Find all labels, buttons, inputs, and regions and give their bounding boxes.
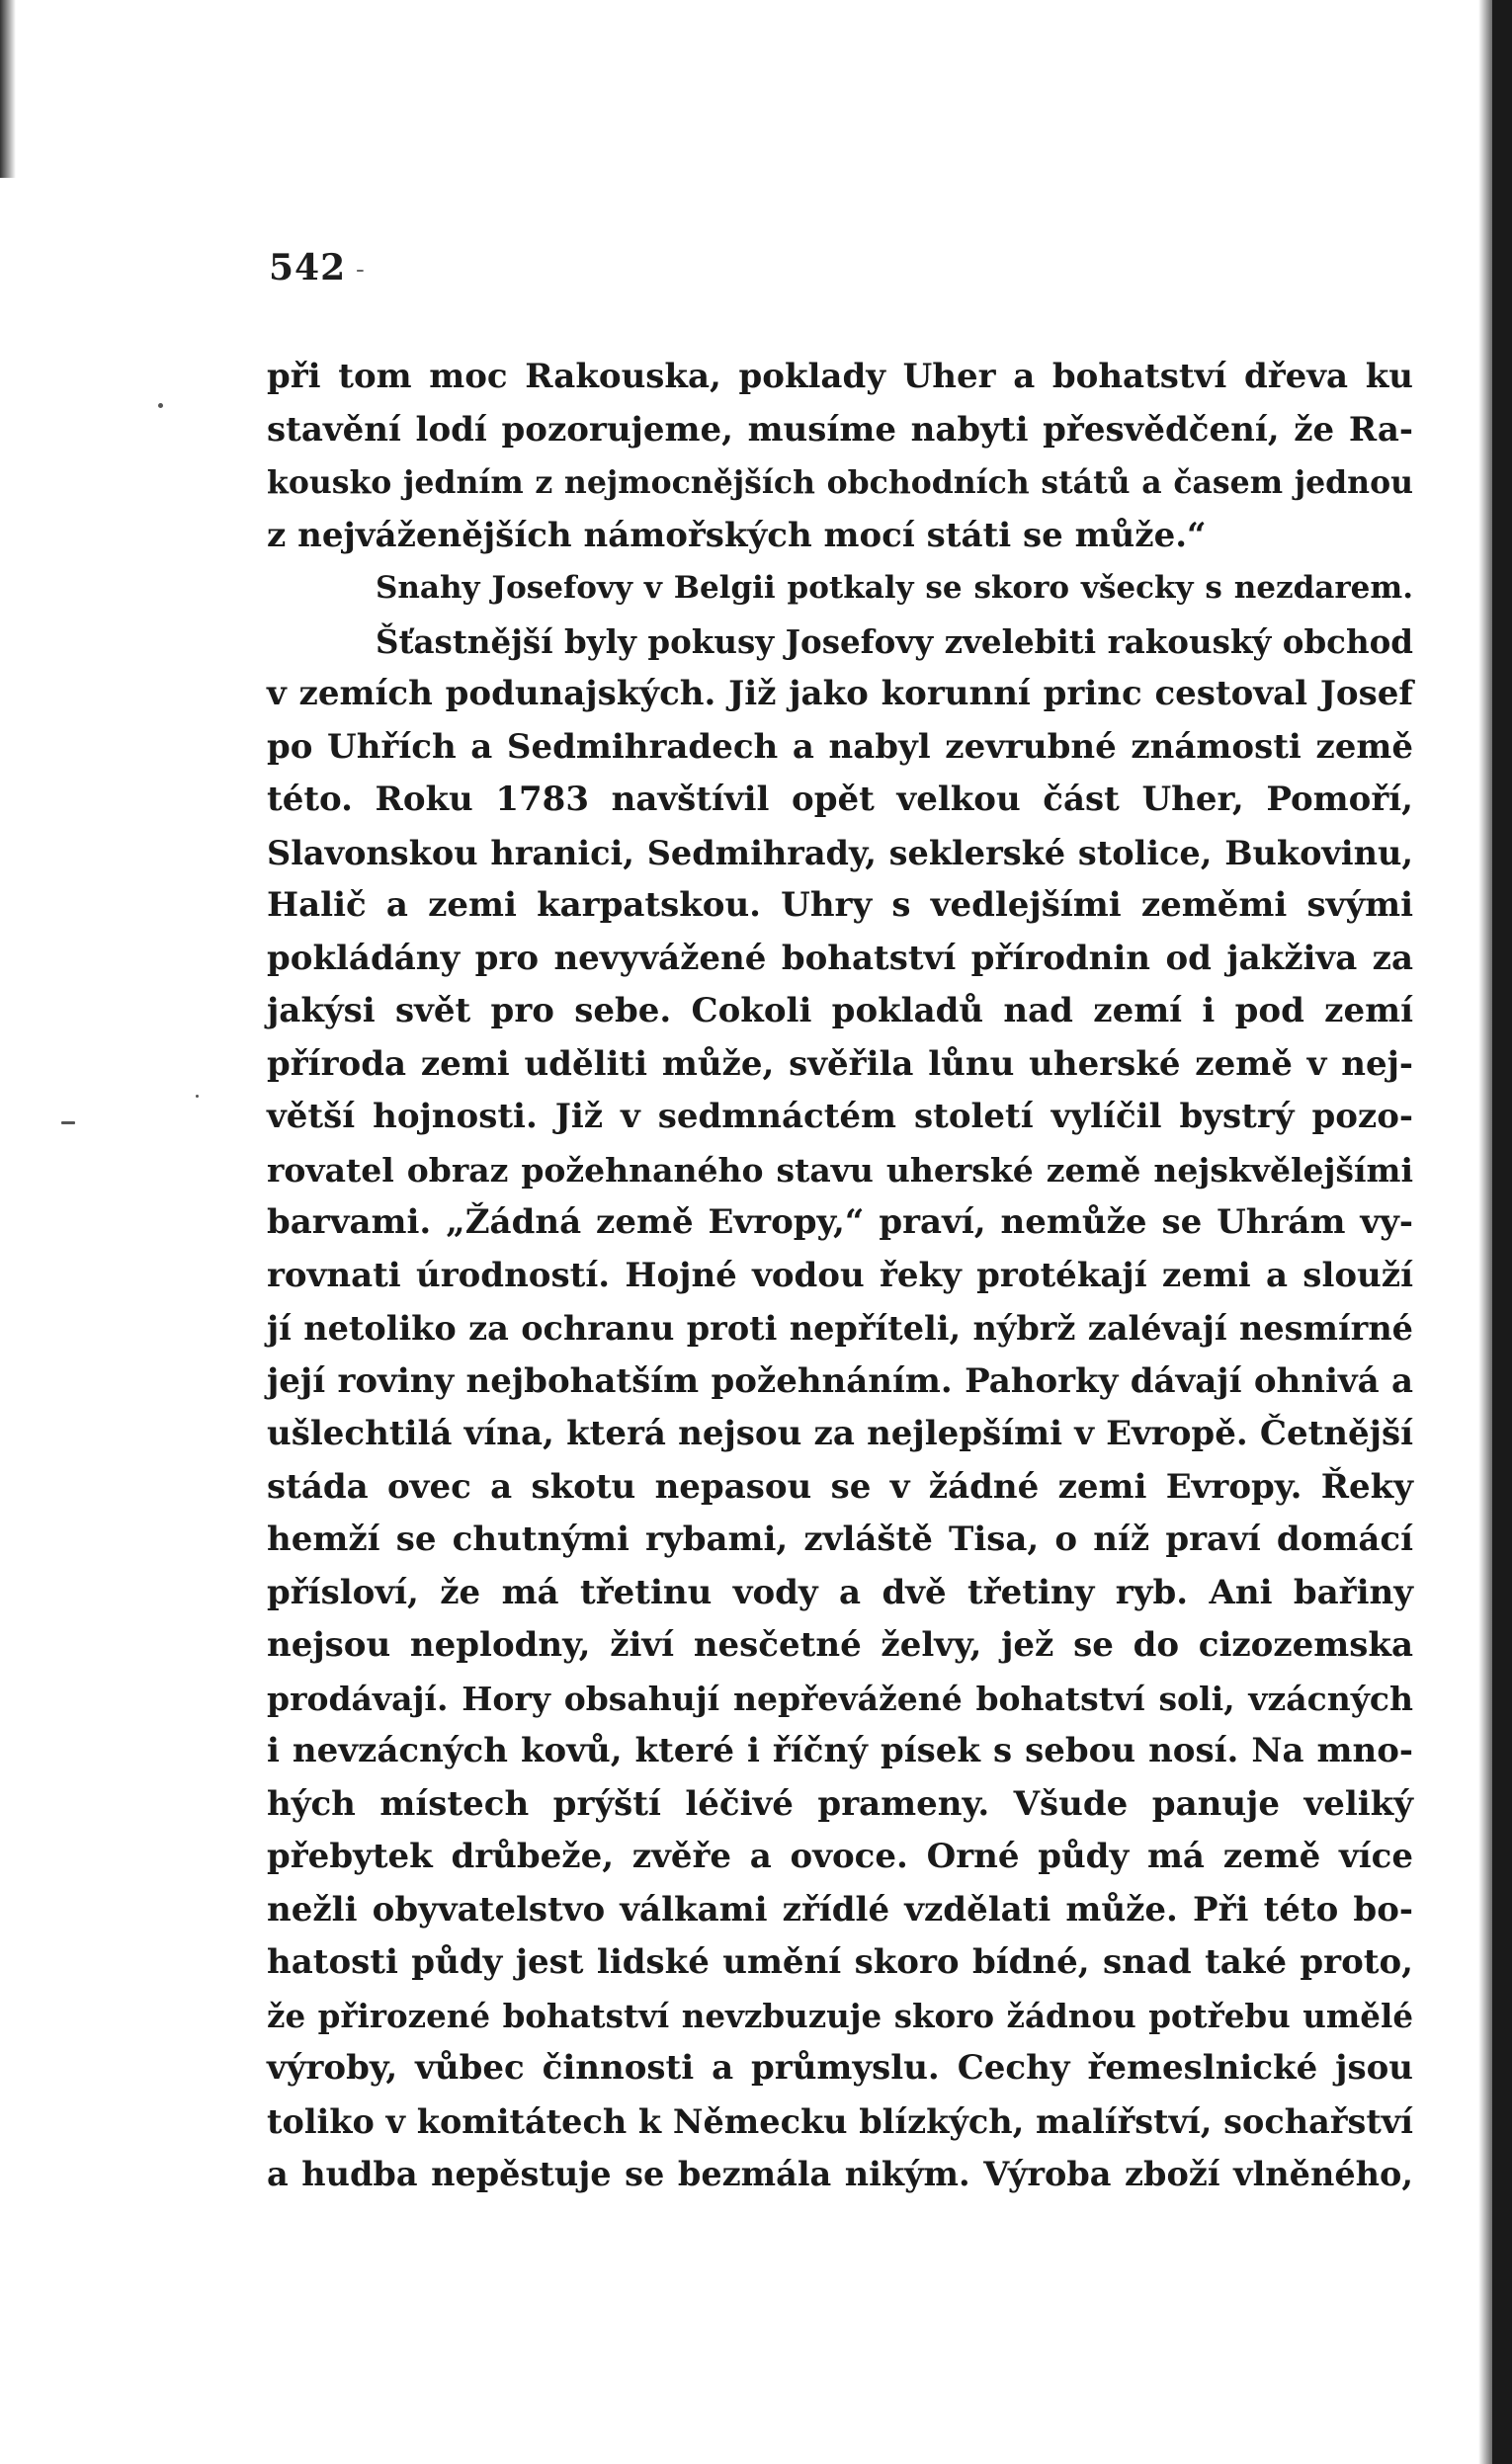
- text-line: přebytek drůbeže, zvěře a ovoce. Orné půdy má země více: [267, 1837, 1413, 1876]
- page-number: 542: [269, 247, 347, 288]
- text-line: rovatel obraz požehnaného stavu uherské země nejskvělejšími: [267, 1150, 1413, 1190]
- text-line: větší hojnosti. Již v sedmnáctém století vylíčil bystrý pozo-: [267, 1097, 1413, 1136]
- text-line: příroda zemi uděliti může, svěřila lůnu uherské země v nej-: [267, 1043, 1413, 1084]
- text-line: Snahy Josefovy v Belgii potkaly se skoro všecky s nezdarem.: [376, 570, 1413, 606]
- text-line: prodávají. Hory obsahují nepřevážené bohatství soli, vzácných: [267, 1679, 1413, 1718]
- text-line: hemží se chutnými rybami, zvláště Tisa, o níž praví domácí: [267, 1519, 1413, 1559]
- text-line: kousko jedním z nejmocnějších obchodních států a časem jednou: [267, 464, 1413, 501]
- text-line: po Uhřích a Sedmihradech a nabyl zevrubné známosti země: [267, 726, 1413, 767]
- text-line: stavění lodí pozorujeme, musíme nabyti přesvědčení, že Ra-: [267, 409, 1413, 450]
- text-line: hých místech prýští léčivé prameny. Všude panuje veliký: [267, 1783, 1413, 1824]
- text-line: z nejváženějších námořských mocí státi se může.“: [267, 515, 1207, 555]
- scan-edge-right: [1492, 0, 1512, 2464]
- text-line: jakýsi svět pro sebe. Cokoli pokladů nad zemí i pod zemí: [267, 991, 1413, 1030]
- scan-edge-left: [0, 0, 16, 178]
- text-line: i nevzácných kovů, které i říčný písek s sebou nosí. Na mno-: [267, 1731, 1413, 1770]
- text-line: výroby, vůbec činnosti a průmyslu. Cechy řemeslnické jsou: [267, 2048, 1413, 2088]
- text-line: pokládány pro nevyvážené bohatství přírodnin od jakživa za: [267, 938, 1413, 978]
- text-line: Slavonskou hranici, Sedmihrady, seklerské stolice, Bukovinu,: [267, 833, 1413, 872]
- text-line: hatosti půdy jest lidské umění skoro bídné, snad také proto,: [267, 1942, 1413, 1982]
- text-line: toliko v komitátech k Německu blízkých, malířství, sochařství: [267, 2101, 1413, 2141]
- text-line: barvami. „Žádná země Evropy,“ praví, nemůže se Uhrám vy-: [267, 1202, 1413, 1242]
- text-line: nežli obyvatelstvo válkami zřídlé vzdělati může. Při této bo-: [267, 1889, 1413, 1930]
- text-line: přísloví, že má třetinu vody a dvě třetiny ryb. Ani bařiny: [267, 1572, 1413, 1612]
- scan-edge-shadow: [1478, 0, 1492, 2464]
- text-line: v zemích podunajských. Již jako korunní princ cestoval Josef: [267, 674, 1413, 713]
- scan-speck: [158, 403, 163, 408]
- scan-speck: [196, 1095, 199, 1098]
- text-line: že přirozené bohatství nevzbuzuje skoro žádnou potřebu umělé: [267, 1996, 1413, 2035]
- text-line: nejsou neplodny, živí nesčetné želvy, jež se do cizozemska: [267, 1625, 1413, 1665]
- body-text: [267, 351, 1413, 2201]
- text-line: stáda ovec a skotu nepasou se v žádné zemi Evropy. Řeky: [267, 1466, 1413, 1507]
- text-line: ušlechtilá vína, která nejsou za nejlepšími v Evropě. Četnější: [267, 1414, 1413, 1453]
- scan-speck: [61, 1121, 75, 1124]
- text-line: jí netoliko za ochranu proti nepříteli, nýbrž zalévají nesmírné: [267, 1309, 1413, 1348]
- text-line: této. Roku 1783 navštívil opět velkou část Uher, Pomoří,: [267, 780, 1413, 819]
- text-line: při tom moc Rakouska, poklady Uher a bohatství dřeva ku: [267, 357, 1413, 396]
- text-line: Halič a zemi karpatskou. Uhry s vedlejšími zeměmi svými: [267, 885, 1413, 925]
- text-line: a hudba nepěstuje se bezmála nikým. Výroba zboží vlněného,: [267, 2155, 1413, 2193]
- text-line: její roviny nejbohatším požehnáním. Pahorky dávají ohnivá a: [267, 1360, 1413, 1401]
- text-line: rovnati úrodností. Hojné vodou řeky protékají zemi a slouží: [267, 1255, 1413, 1295]
- page-number-mark: -: [356, 255, 365, 285]
- text-line: Šťastnější byly pokusy Josefovy zvelebiti rakouský obchod: [376, 621, 1413, 661]
